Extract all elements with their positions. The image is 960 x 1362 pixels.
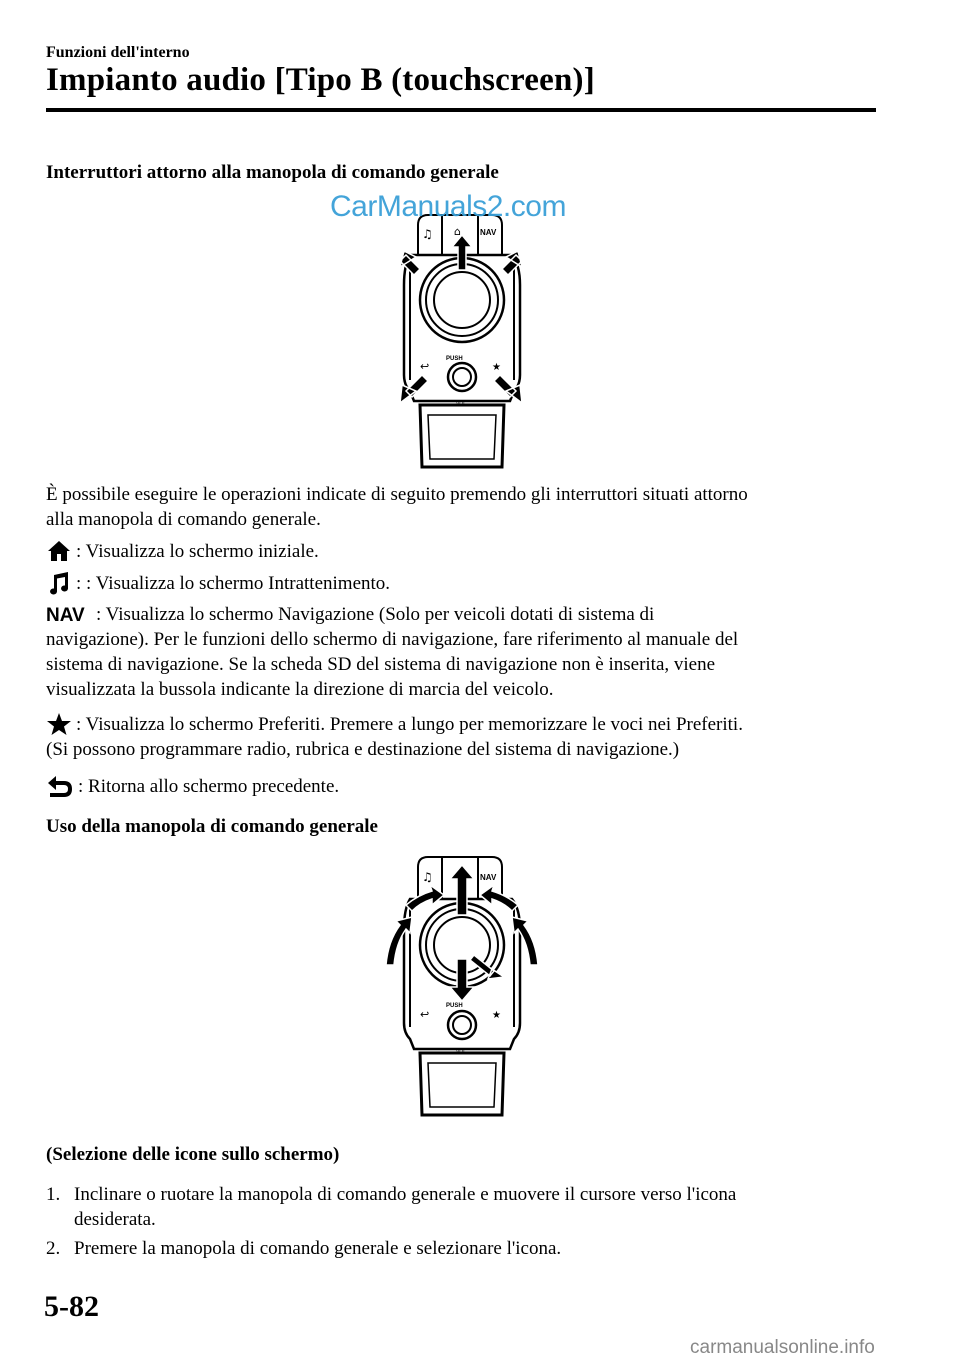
back-icon [46, 774, 74, 798]
svg-text:PUSH: PUSH [446, 356, 463, 362]
svg-text:★: ★ [492, 1010, 501, 1021]
section1-heading: Interruttori attorno alla manopola di comando generale [46, 162, 499, 183]
intro-line: È possibile eseguire le operazioni indicate di seguito premendo gli interruttori situati attorno [46, 484, 748, 505]
controller-diagram-knob [378, 855, 543, 1123]
home-description [46, 539, 319, 564]
nav-text-line: visualizzata la bussola indicante la direzione di marcia del veicolo. [46, 679, 554, 700]
step-2 [46, 1236, 896, 1261]
nav-text-line: navigazione). Per le funzioni dello schermo di navigazione, fare riferimento al manuale del [46, 629, 739, 650]
watermark-carmanuals2: CarManuals2.com [330, 190, 566, 223]
svg-text:♫: ♫ [422, 870, 433, 884]
svg-text:PUSH: PUSH [446, 1003, 463, 1009]
nav-text-line: sistema di navigazione. Se la scheda SD del sistema di navigazione non è inserita, viene [46, 654, 716, 675]
svg-text:♫: ♫ [422, 227, 433, 241]
title-rule [46, 108, 876, 112]
section1-intro [46, 482, 886, 532]
svg-text:VOL: VOL [456, 1049, 467, 1055]
page-title: Impianto audio [Tipo B (touchscreen)] [46, 62, 595, 98]
favorites-text-line: (Si possono programmare radio, rubrica e destinazione del sistema di navigazione.) [46, 739, 680, 760]
step-text-line: Inclinare o ruotare la manopola di comando generale e muovere il cursore verso l'icona [74, 1184, 737, 1205]
music-description [46, 571, 390, 596]
svg-text:↩: ↩ [420, 1008, 430, 1021]
watermark-carmanualsonline: carmanualsonline.info [690, 1337, 875, 1358]
svg-text:★: ★ [492, 362, 501, 373]
svg-text:⌂: ⌂ [454, 225, 461, 238]
nav-text-line: : Visualizza lo schermo Navigazione (Solo per veicoli dotati di sistema di [96, 604, 655, 625]
svg-text:NAV: NAV [46, 605, 85, 626]
music-text: : : Visualizza lo schermo Intrattenimento. [76, 573, 391, 594]
page-number: 5-82 [44, 1290, 99, 1323]
step-number: 1. [46, 1184, 61, 1205]
nav-icon [46, 602, 92, 626]
step-1 [46, 1182, 896, 1232]
svg-text:VOL: VOL [456, 401, 467, 407]
back-text: : Ritorna allo schermo precedente. [78, 776, 340, 797]
favorites-text-line: : Visualizza lo schermo Preferiti. Premere a lungo per memorizzare le voci nei Preferiti. [76, 714, 743, 735]
star-icon [46, 712, 72, 736]
step-text-line: Premere la manopola di comando generale e selezionare l'icona. [74, 1238, 562, 1259]
favorites-description [46, 712, 896, 762]
svg-text:NAV: NAV [480, 873, 497, 882]
step-text-line: desiderata. [74, 1209, 156, 1230]
svg-text:NAV: NAV [480, 228, 497, 237]
svg-text:↩: ↩ [420, 360, 430, 373]
controller-diagram-switches [380, 205, 540, 473]
section2-subheading: (Selezione delle icone sullo schermo) [46, 1144, 340, 1165]
music-icon [46, 571, 72, 595]
nav-description [46, 602, 886, 702]
home-icon [46, 539, 72, 563]
step-number: 2. [46, 1238, 61, 1259]
home-text: : Visualizza lo schermo iniziale. [76, 541, 319, 562]
section-label: Funzioni dell'interno [46, 44, 190, 61]
back-description [46, 774, 339, 799]
intro-line: alla manopola di comando generale. [46, 509, 321, 530]
section2-heading: Uso della manopola di comando generale [46, 816, 378, 837]
